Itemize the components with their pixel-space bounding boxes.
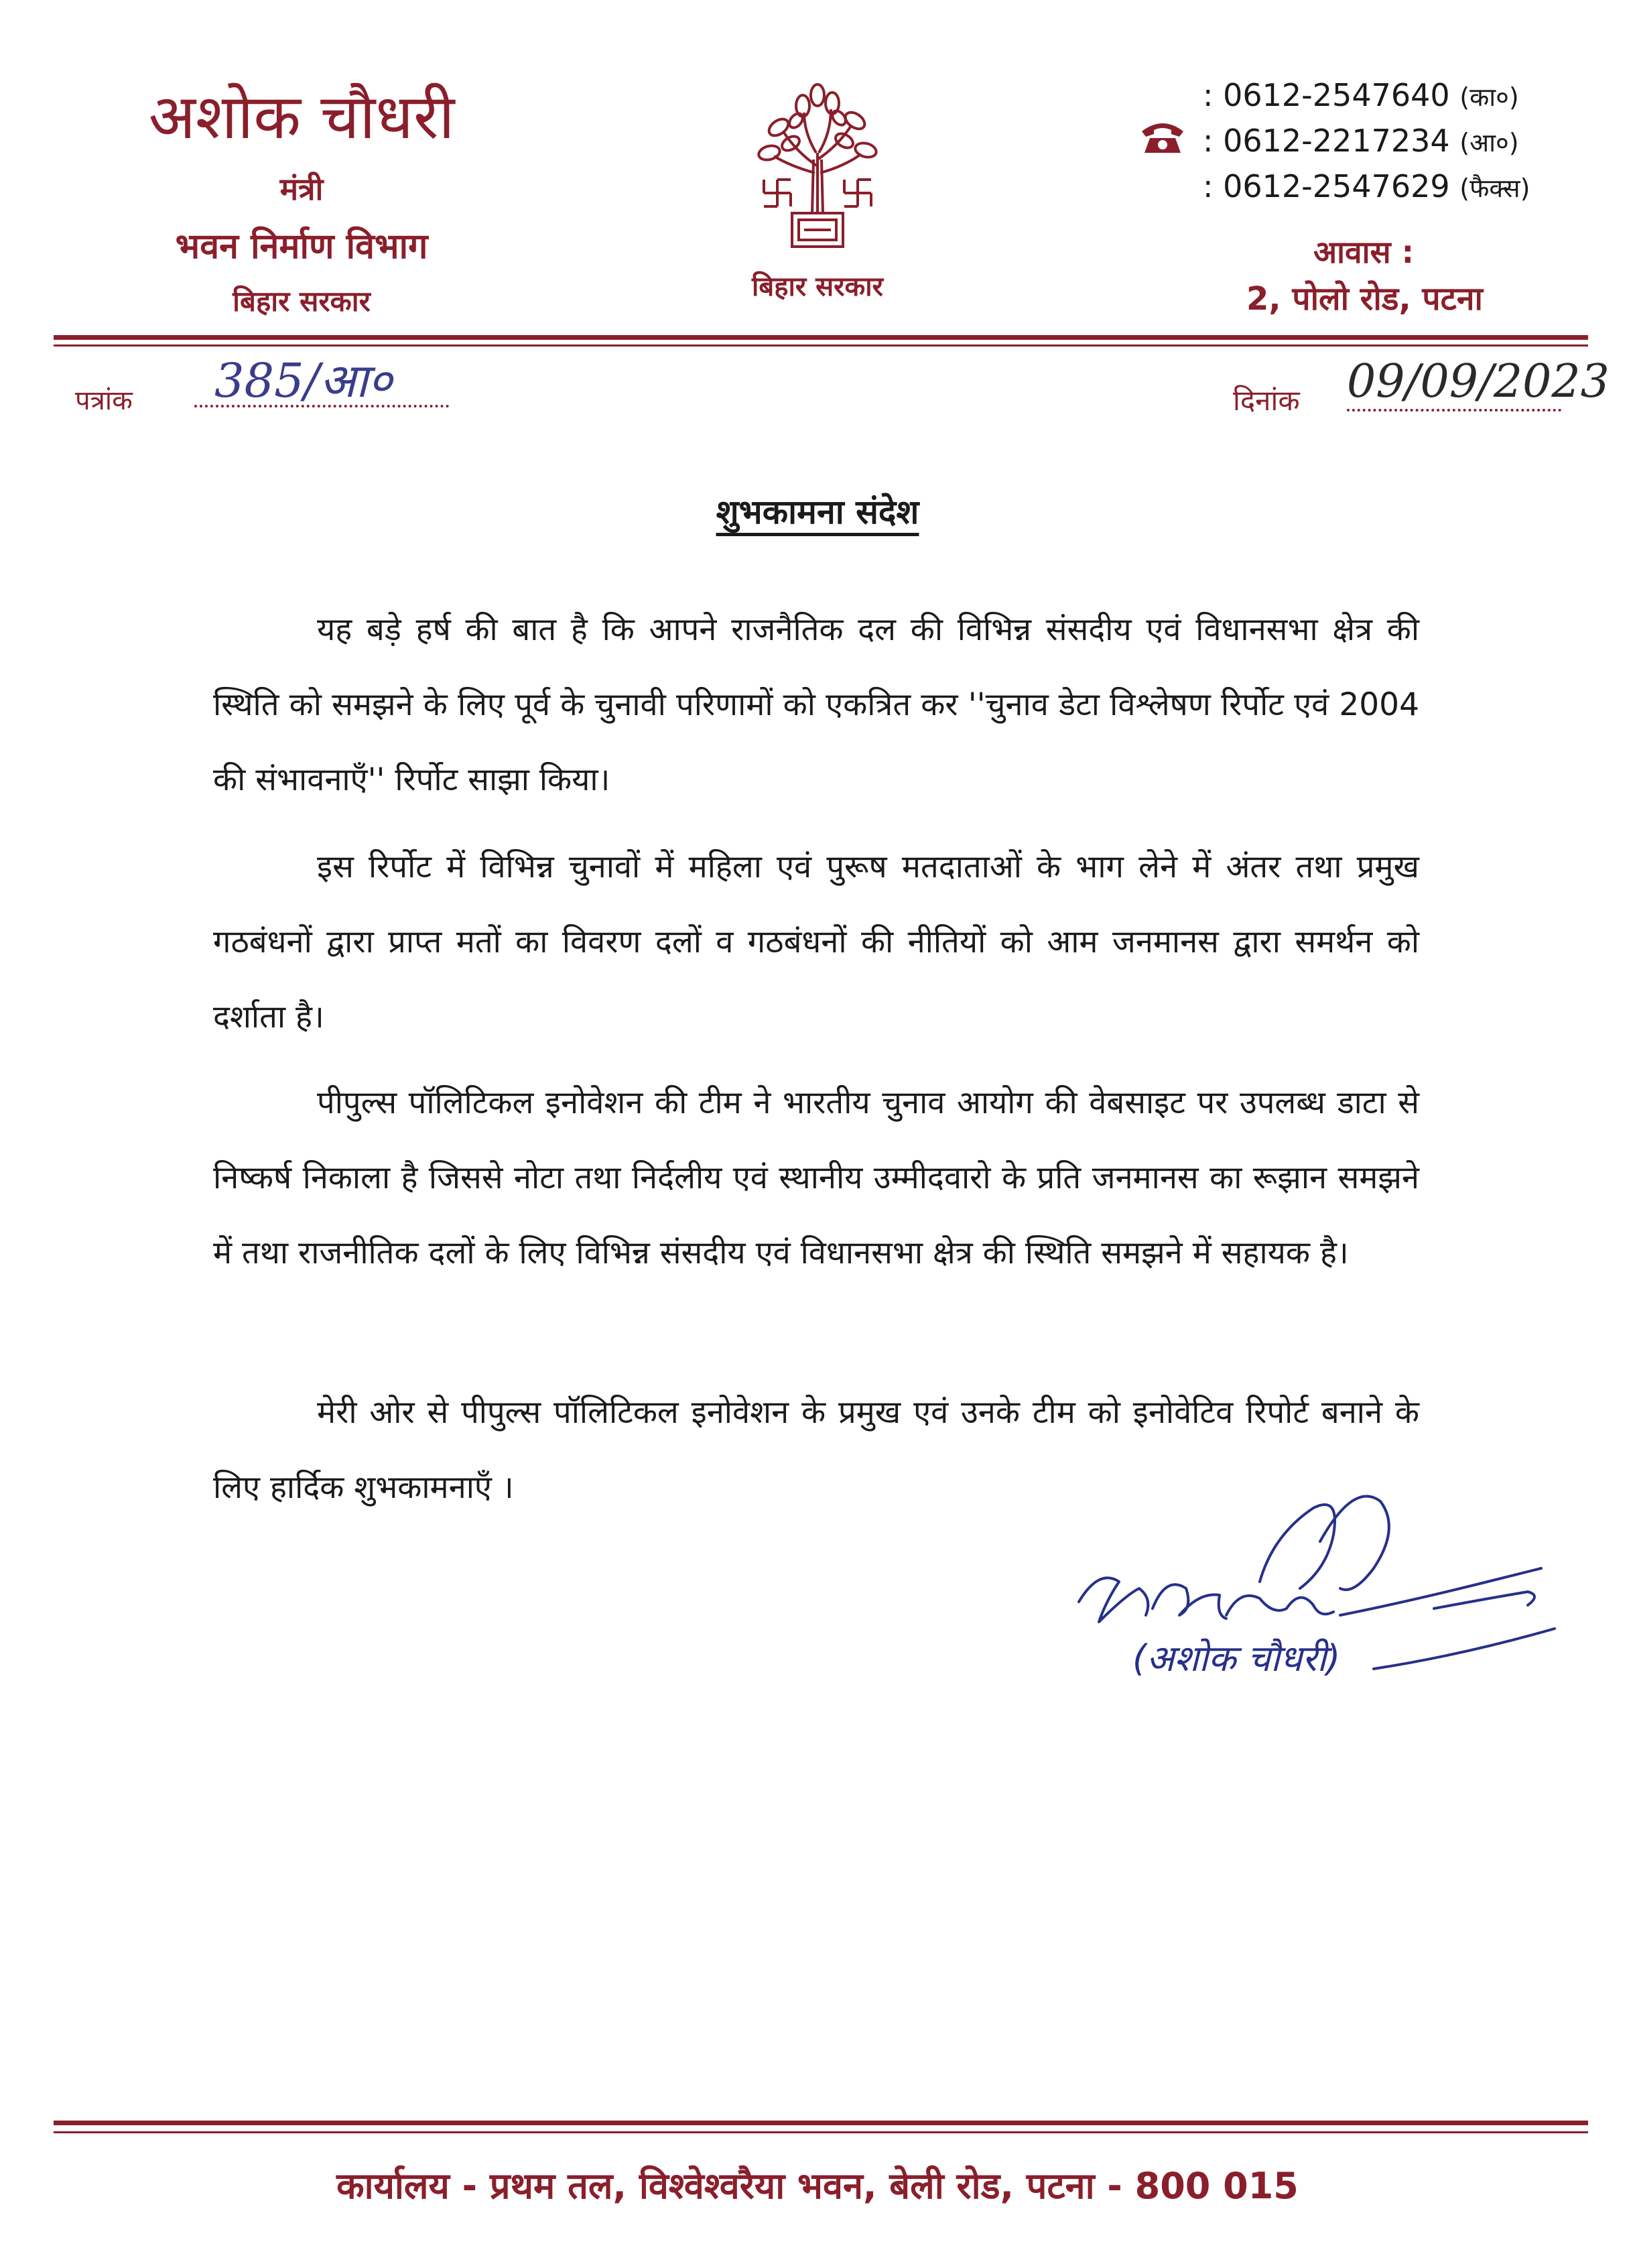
date-value: 09/09/2023 <box>1347 355 1561 412</box>
paragraph-2: इस रिर्पोट में विभिन्न चुनावों में महिला एवं पुरूष मतदाताओं के भाग लेने में अंतर तथा प्रमुख गठबंधनों द्वारा प्राप्त मतों का विवरण दलों व गठबंधनों की नीतियों को आम जनमानस द्वारा समर्थन को दर्शाता है। <box>213 848 1419 1035</box>
footer-rule-thick <box>54 2121 1588 2125</box>
signatory-name: (अशोक चौधरी) <box>1132 1637 1341 1680</box>
paragraph-4: मेरी ओर से पीपुल्स पॉलिटिकल इनोवेशन के प्रमुख एवं उनके टीम को इनोवेटिव रिपोर्ट बनाने के लिए हार्दिक शुभकामनाएँ । <box>213 1394 1419 1506</box>
telephone-icon <box>1139 118 1186 155</box>
government-label-center: बिहार सरकार <box>752 271 883 302</box>
letter-subject: शुभकामना संदेश <box>716 493 919 531</box>
residence-address: 2, पोलो रोड, पटना <box>1246 280 1483 318</box>
emblem-icon <box>737 79 898 267</box>
reference-label: पत्रांक <box>75 385 133 416</box>
phone-fax: : 0612-2547629 (फैक्स) <box>1203 168 1530 204</box>
paragraph-3: पीपुल्स पॉलिटिकल इनोवेशन की टीम ने भारतीय चुनाव आयोग की वेबसाइट पर उपलब्ध डाटा से निष्कर्ष निकाला है जिससे नोटा तथा निर्दलीय एवं स्थानीय उम्मीदवारो के प्रति जनमानस का रूझान समझने में तथा राजनीतिक दलों के लिए विभिन्न संसदीय एवं विधानसभा क्षेत्र की स्थिति समझने में सहायक है। <box>213 1084 1419 1271</box>
phone-office: : 0612-2547640 (का०) <box>1203 77 1519 113</box>
designation: मंत्री <box>279 171 324 207</box>
residence-label: आवास : <box>1313 234 1415 270</box>
footer-rule-thin <box>54 2131 1588 2133</box>
government-label-left: बिहार सरकार <box>233 285 371 318</box>
paragraph-1: यह बड़े हर्ष की बात है कि आपने राजनैतिक दल की विभिन्न संसदीय एवं विधानसभा क्षेत्र की स्थिति को समझने के लिए पूर्व के चुनावी परिणामों को एकत्रित कर ''चुनाव डेटा विश्लेषण रिर्पोट एवं 2004 की संभावनाएँ'' रिर्पोट साझा किया। <box>213 611 1419 798</box>
phone-residence: : 0612-2217234 (आ०) <box>1203 123 1519 159</box>
header-rule-thick <box>54 335 1588 340</box>
minister-name: अशोक चौधरी <box>148 81 455 153</box>
date-label: दिनांक <box>1233 384 1300 417</box>
office-address: कार्यालय - प्रथम तल, विश्वेश्वरैया भवन, बेली रोड, पटना - 800 015 <box>336 2165 1299 2207</box>
department-name: भवन निर्माण विभाग <box>175 227 428 267</box>
header-rule-thin <box>54 344 1588 346</box>
reference-number: 385/आ० <box>194 354 449 407</box>
